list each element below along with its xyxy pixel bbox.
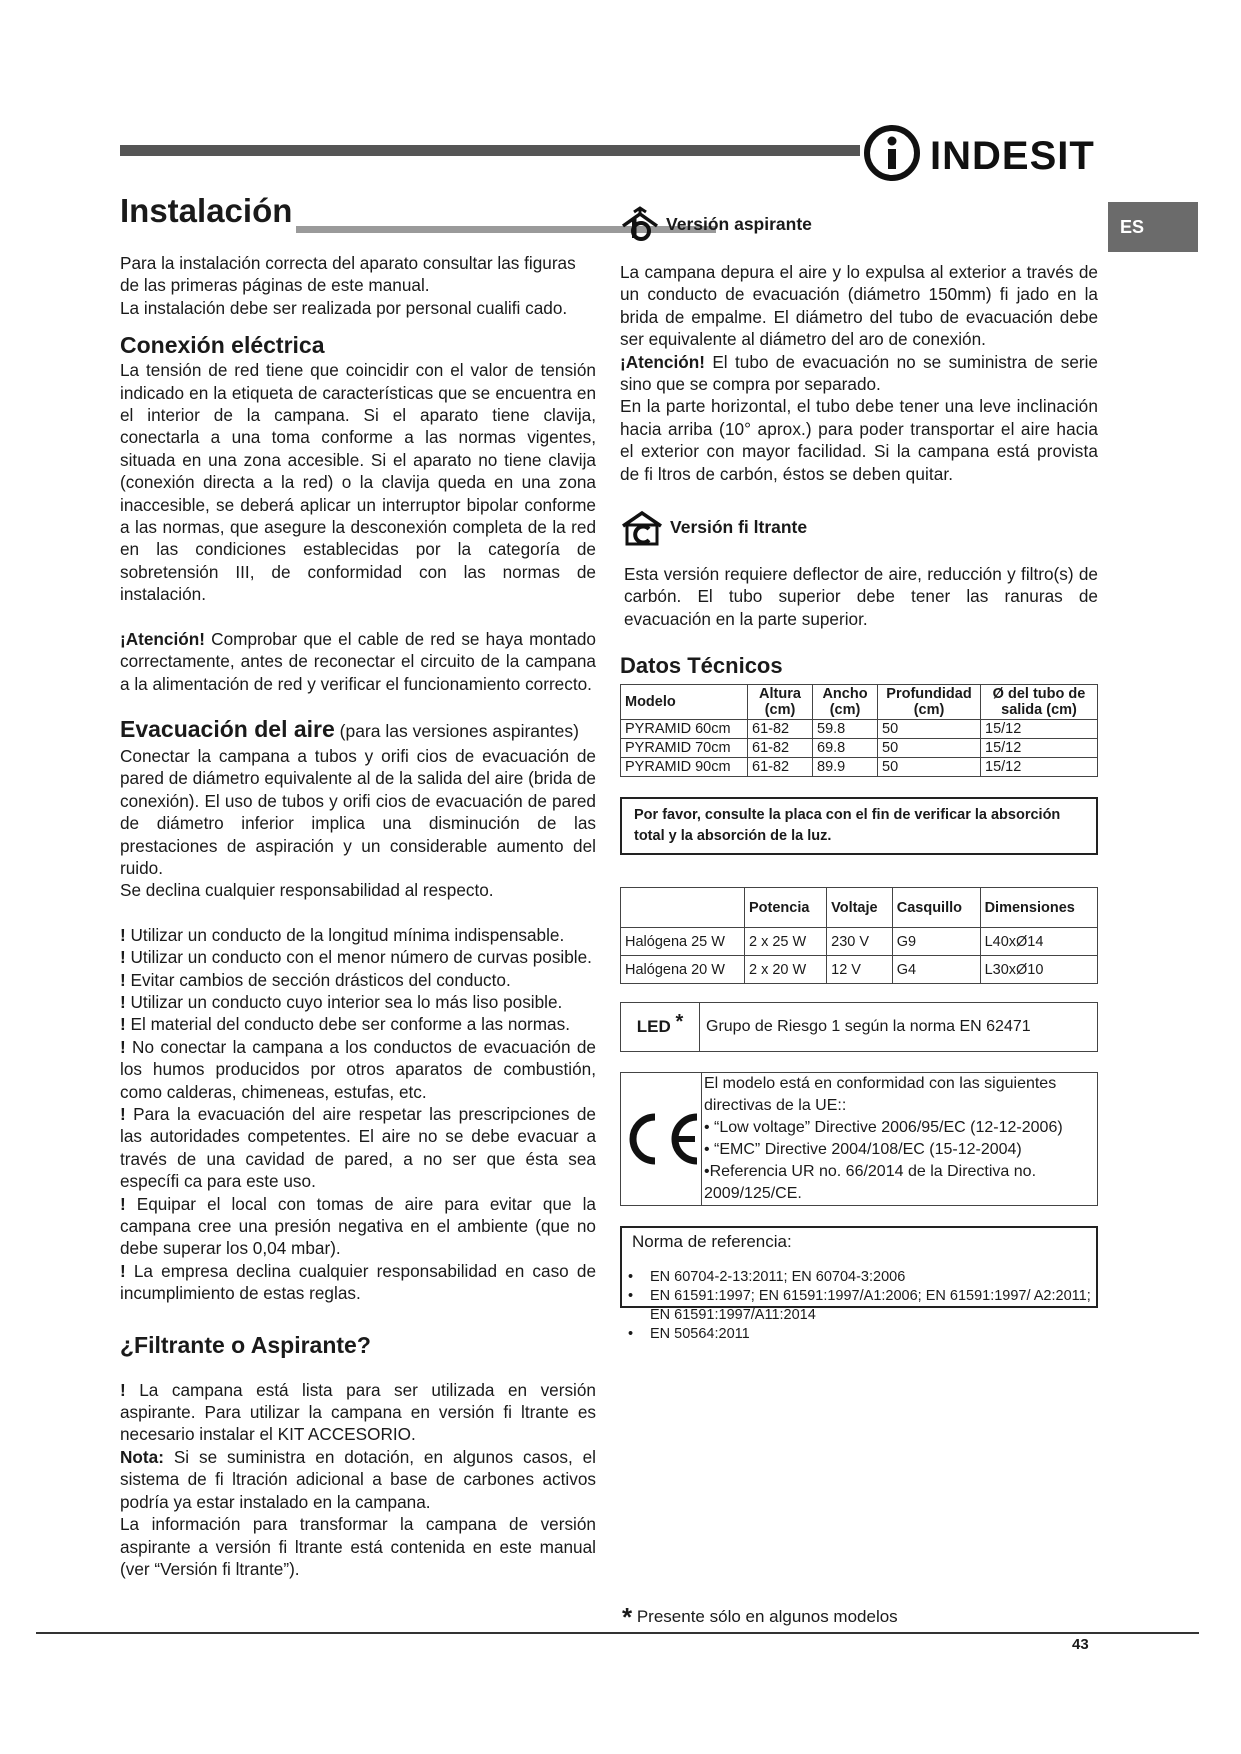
left-column — [120, 190, 596, 1580]
table-header-cell: Ancho (cm) — [813, 685, 878, 720]
warning-item: ! No conectar la campana a los conductos de evacuación de los humos producidos por otros aparatos de combustión, como calderas, chimeneas, estufas, etc. — [120, 1036, 596, 1102]
warning-item: ! Para la evacuación del aire respetar las prescripciones de las autoridades competentes. El aire no se debe evacuar a través de una cavidad de pared, a no ser que ésta sea específi ca para este uso. — [120, 1104, 596, 1192]
brand-name: INDESIT — [930, 134, 1095, 178]
warning-item: ! Utilizar un conducto con el menor número de curvas posible. — [120, 947, 592, 968]
led-label: LED — [636, 1017, 671, 1037]
led-text: Grupo de Riesgo 1 según la norma EN 62471 — [706, 1018, 1031, 1036]
warning-item: ! El material del conducto debe ser conforme a las normas. — [120, 1014, 570, 1035]
section-title-instalacion — [120, 190, 596, 232]
page-number: 43 — [1072, 1636, 1089, 1653]
aspirante-icon — [620, 206, 660, 242]
filtrante-text-2: La información para transformar la campana de versión aspirante a versión fi ltrante está contenida en este manual (ver “Versión fi ltrante”). — [120, 1514, 596, 1579]
aspirante-text-3: En la parte horizontal, el tubo debe tener una leve inclinación hacia arriba (10° aprox.) para poder transportar el aire hacia el exterior con mayor facilidad. Si la campana está provista de fi ltros de carbón, éstos se deben quitar. — [620, 396, 1098, 484]
table-header-cell: Dimensiones — [980, 888, 1097, 928]
placa-note-box — [620, 797, 1098, 855]
table-header-cell: Voltaje — [827, 888, 893, 928]
indesit-i-icon — [860, 120, 924, 184]
warning-item: ! Utilizar un conducto de la longitud mínima indispensable. — [120, 924, 565, 945]
aspirante-text-2: ¡Atención! El tubo de evacuación no se suministra de serie sino que se compra por separado. — [620, 351, 1098, 395]
ce-text-line: •Referencia UR no. 66/2014 de la Directiva no. 2009/125/CE. — [704, 1163, 1037, 1203]
table-header-cell: Altura (cm) — [748, 685, 813, 720]
led-label-cell — [621, 1003, 700, 1051]
warning-item: ! Utilizar un conducto cuyo interior sea lo más liso posible. — [120, 991, 563, 1012]
filtrante-icon — [620, 508, 664, 546]
warning-item: ! La empresa declina cualquier responsabilidad en caso de incumplimiento de estas reglas. — [120, 1260, 596, 1304]
footnote-star: * — [622, 1602, 633, 1632]
ce-text-line: • “Low voltage” Directive 2006/95/EC (12-12-2006) — [704, 1119, 1063, 1137]
lamp-table — [620, 887, 1098, 984]
norma-title: Norma de referencia: — [632, 1232, 792, 1252]
ce-box — [620, 1072, 1098, 1206]
evacuacion-title: Evacuación del aire — [120, 715, 335, 742]
warning-list — [120, 924, 596, 1305]
footnote-text: Presente sólo en algunos modelos — [632, 1607, 898, 1626]
filtrante-text-1: ! La campana está lista para ser utilizada en versión aspirante. Para utilizar la campana en versión fi ltrante es necesario instalar el KIT ACCESORIO. — [120, 1379, 596, 1445]
aspirante-header — [620, 205, 1098, 243]
datos-table — [620, 684, 1098, 777]
table-header-row — [621, 685, 1098, 720]
language-tab — [1108, 202, 1198, 252]
warning-item: ! Evitar cambios de sección drásticos del conducto. — [120, 969, 511, 990]
section-title-electrica: Conexión eléctrica — [120, 332, 325, 359]
electrica-text: La tensión de red tiene que coincidir con el valor de tensión indicado en la etiqueta de características que se encuentra en el interior de la campana. Si el aparato tiene clavija, conectarla a una toma conforme a las normas vigentes, situada en una zona accesible. Si el aparato no tiene clavija (conexión directa a la red) o la clavija queda en una zona inaccesible, se deberá aplicar un interruptor bipolar conforme a las normas, que asegure la desconexión completa de la red en las condiciones establecidas por la categoría de sobretensión III, de conformidad con las normas de instalación. — [120, 360, 596, 605]
table-header-cell: Ø del tubo de salida (cm) — [981, 685, 1098, 720]
filtrante-header — [620, 507, 1098, 547]
table-header-cell: Potencia — [745, 888, 827, 928]
page-title: Instalación — [120, 192, 293, 229]
table-row: PYRAMID 70cm 61-82 69.8 50 15/12 — [621, 739, 1098, 758]
filtrante-text: Esta versión requiere deflector de aire, reducción y filtro(s) de carbón. El tubo superior debe tener las ranuras de evacuación en la parte superior. — [624, 564, 1098, 629]
norma-box — [620, 1226, 1098, 1344]
aspirante-text-1: La campana depura el aire y lo expulsa al exterior a través de un conducto de evacuación (diámetro 150mm) fi jado en la brida de empalme. El diámetro del tubo de evacuación debe ser equivalente al diámetro del aro de conexión. — [620, 262, 1098, 350]
table-row: Halógena 25 W 2 x 25 W 230 V G9 L40xØ14 — [621, 928, 1098, 956]
atencion-text: Comprobar que el cable de red se haya montado correctamente, antes de reconectar el circuito de la campana a la alimentación de red y verificar el funcionamiento correcto. — [120, 628, 596, 694]
evacuacion-note: (para las versiones aspirantes) — [334, 720, 579, 741]
footnote — [622, 1598, 898, 1632]
ce-text-line: El modelo está en conformidad con las siguientes directivas de la UE:: — [704, 1075, 1057, 1115]
intro-text-1: Para la instalación correcta del aparato consultar las figuras de las primeras páginas de este manual. — [120, 253, 576, 296]
section-title-evacuacion — [120, 715, 596, 745]
atencion-paragraph — [120, 628, 596, 695]
ce-text-line: • “EMC” Directive 2004/108/EC (15-12-2004) — [704, 1141, 1022, 1159]
led-box — [620, 1002, 1098, 1052]
table-header-cell: Casquillo — [892, 888, 980, 928]
footer-rule — [36, 1632, 1199, 1634]
nota-label: Nota: — [120, 1446, 164, 1467]
header-bar — [120, 145, 860, 156]
language-tab-label: ES — [1120, 217, 1145, 237]
table-row: PYRAMID 90cm 61-82 89.9 50 15/12 — [621, 758, 1098, 777]
led-star: * — [675, 1010, 684, 1033]
evacuacion-text-2: Se declina cualquier responsabilidad al respecto. — [120, 880, 494, 901]
norma-list — [620, 1268, 1098, 1344]
list-item: • EN 50564:2011 — [620, 1325, 1098, 1344]
table-row: PYRAMID 60cm 61-82 59.8 50 15/12 — [621, 720, 1098, 739]
intro-text-2: La instalación debe ser realizada por personal cualifi cado. — [120, 297, 568, 318]
list-item: • EN 61591:1997; EN 61591:1997/A1:2006; EN 61591:1997/ A2:2011; EN 61591:1997/A11:2014 — [620, 1287, 1098, 1325]
table-row: Halógena 20 W 2 x 20 W 12 V G4 L30xØ10 — [621, 956, 1098, 984]
list-item: • EN 60704-2-13:2011; EN 60704-3:2006 — [620, 1268, 1098, 1287]
table-header-row — [621, 888, 1098, 928]
warning-item: ! Equipar el local con tomas de aire para evitar que la campana cree una presión negativa en el ambiente (que no debe superar los 0,04 mbar). — [120, 1193, 596, 1259]
filtrante-title: Versión fi ltrante — [670, 516, 808, 537]
section-title-filtrante: ¿Filtrante o Aspirante? — [120, 1331, 371, 1358]
nota-paragraph: Nota: Si se suministra en dotación, en algunos casos, el sistema de fi ltración adicional a base de carbones activos podría ya estar instalado en la campana. — [120, 1446, 596, 1512]
ce-mark-icon — [621, 1113, 701, 1165]
atencion-label: ¡Atención! — [120, 628, 205, 649]
placa-note: Por favor, consulte la placa con el fin de verificar la absorción total y la absorción de la luz. — [634, 807, 1061, 845]
ce-mark-cell — [621, 1073, 702, 1205]
ce-text — [702, 1073, 1097, 1205]
aspirante-title: Versión aspirante — [666, 213, 812, 234]
right-column — [620, 205, 1098, 1344]
section-title-datos: Datos Técnicos — [620, 653, 783, 679]
brand-logo — [860, 120, 1100, 190]
evacuacion-text: Conectar la campana a tubos y orifi cios de evacuación de pared de diámetro equivalente al de la salida del aire (brida de conexión). El uso de tubos y orifi cios de evacuación de pared de diámetro inferior implica una disminución de las prestaciones de aspiración y un considerable aumento del ruido. — [120, 745, 596, 878]
table-header-cell: Profundidad (cm) — [878, 685, 981, 720]
table-header-cell: Modelo — [621, 685, 748, 720]
